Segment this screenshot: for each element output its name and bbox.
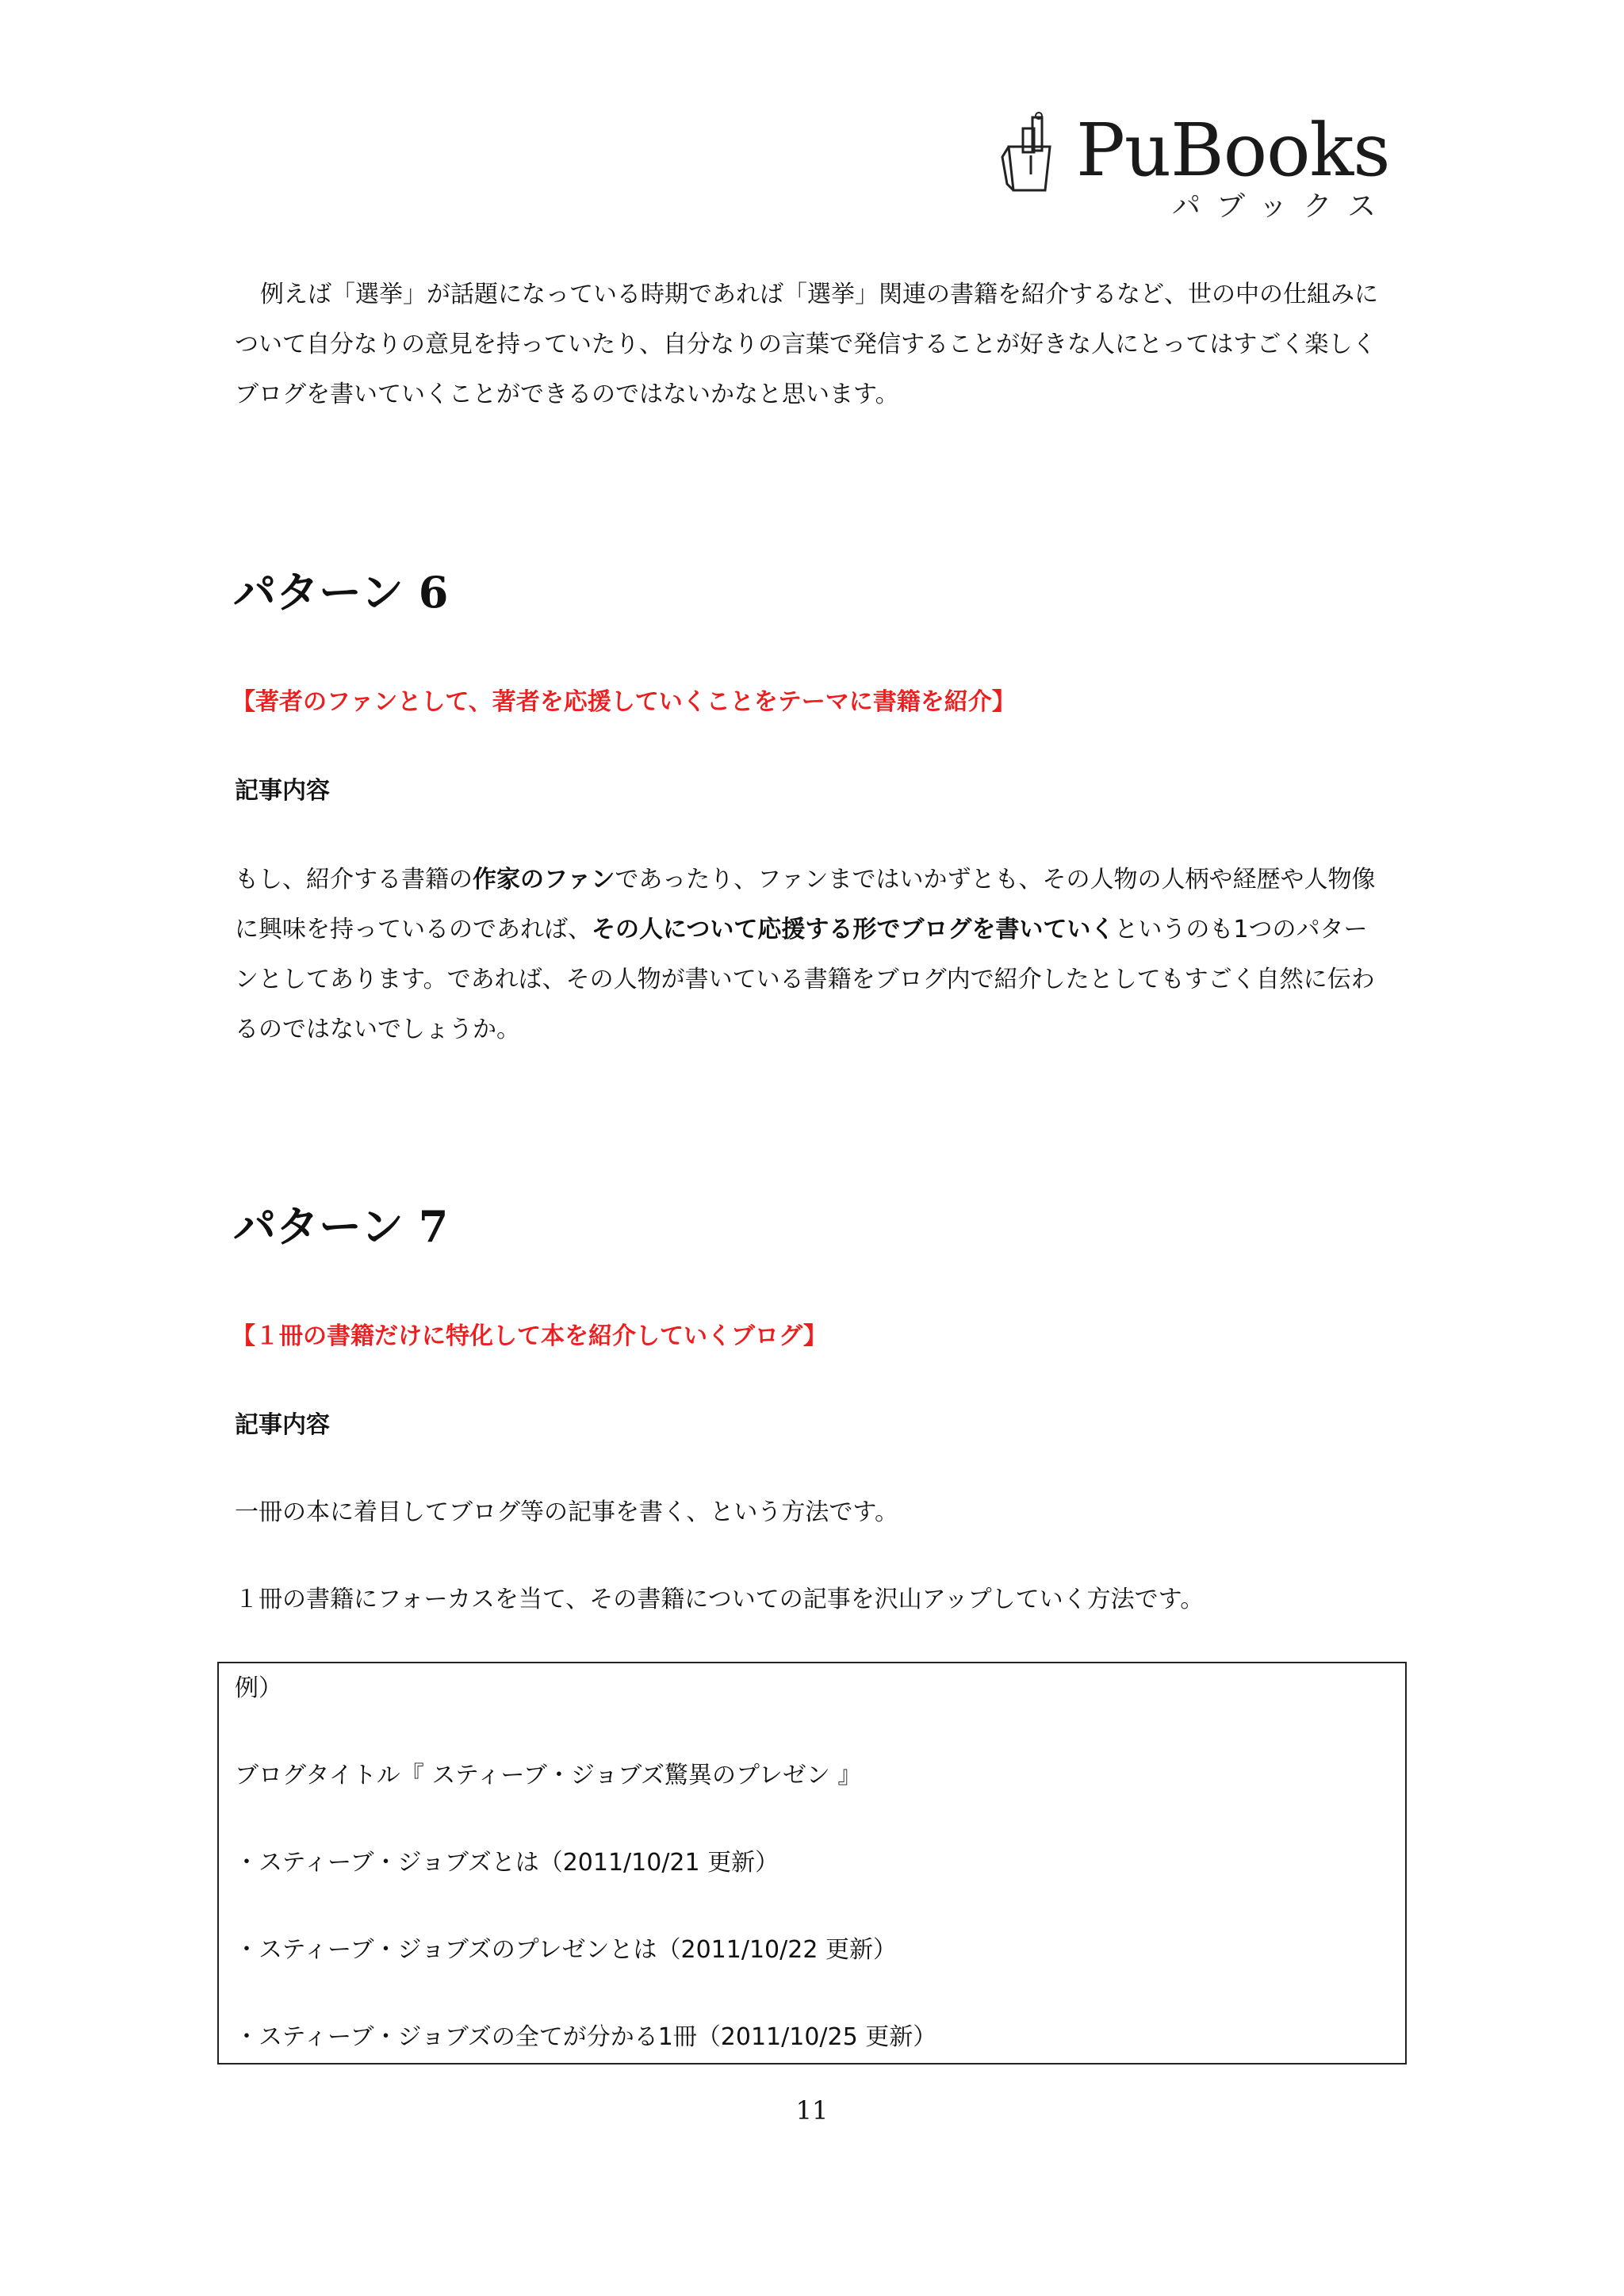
body-text: というのも1つのパターンとしてあります。であれば、その人物が書いている書籍をブログ内で紹介したとしてもすごく自然に伝わるのではないでしょうか。 [235,916,1375,1043]
example-entry: ・スティーブ・ジョブズとは（2011/10/21 更新） [235,1849,779,1877]
logo-text: PuBooks [1076,108,1390,193]
pattern-7-line-2: １冊の書籍にフォーカスを当て、その書籍についての記事を沢山アップしていく方法です。 [235,1586,1205,1613]
intro-paragraph: 例えば「選挙」が話題になっている時期であれば「選挙」関連の書籍を紹介するなど、世の中の仕組みについて自分なりの意見を持っていたり、自分なりの言葉で発信することが好きな人にとってはすごく楽しくブログを書いていくことができるのではないかなと思います。 [235,281,1378,408]
body-bold: その人について応援する形でブログを書いていく [592,916,1115,943]
pattern-6-label: 記事内容 [235,777,330,805]
example-entry: ・スティーブ・ジョブズの全てが分かる1冊（2011/10/25 更新） [235,2023,937,2051]
pattern-6-theme: 【著者のファンとして、著者を応援していくことをテーマに書籍を紹介】 [232,688,1016,716]
pattern-7-label: 記事内容 [235,1411,330,1439]
body-text: であったり、ファンまではいかずとも、その人物の人柄や経歴や人物像に興味を持っているのであれば、 [235,866,1376,943]
pattern-7-theme: 【１冊の書籍だけに特化して本を紹介していくブログ】 [232,1322,827,1350]
example-entry: ・スティーブ・ジョブズのプレゼンとは（2011/10/22 更新） [235,1936,897,1964]
body-bold: 作家のファン [473,866,615,894]
book-bag-icon [1001,111,1064,194]
logo-kana: パブックス [1172,190,1392,223]
example-blog-title: ブログタイトル『 スティーブ・ジョブズ驚異のプレゼン 』 [235,1762,862,1789]
pattern-6-heading: パターン 6 [233,567,449,618]
page-number: 11 [795,2095,829,2126]
pattern-7-line-1: 一冊の本に着目してブログ等の記事を書く、という方法です。 [235,1498,898,1526]
pattern-6-body [235,855,1389,1054]
example-box [217,1662,1407,2064]
example-label: 例） [235,1674,282,1702]
pattern-7-heading: パターン 7 [233,1201,449,1252]
body-text: もし、紹介する書籍の [235,866,473,894]
pubooks-logo [1001,108,1392,230]
